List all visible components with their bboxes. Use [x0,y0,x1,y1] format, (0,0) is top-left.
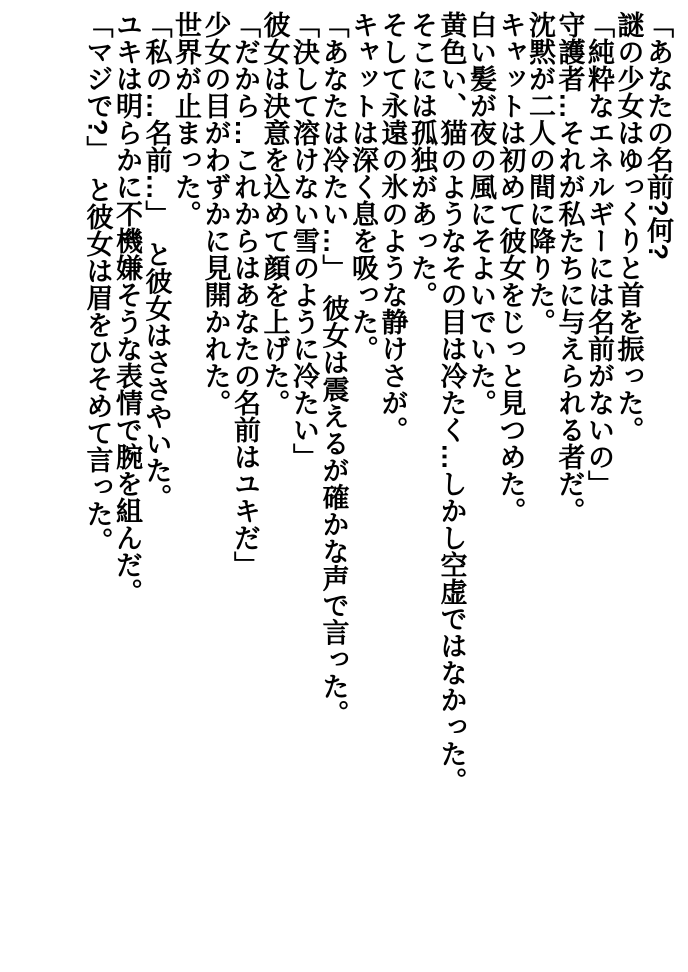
story-line-17: 世界が止まった。 [171,11,201,227]
story-line-7: 白い髪が夜の風にそよいでいた。 [466,11,496,416]
story-line-10: そして永遠の氷のような静けさが。 [377,11,408,443]
story-line-16: 少女の目がわずかに見開かれた。 [200,11,231,416]
story-line-19: ユキは明らかに不機嫌そうな表情で腕を組んだ。 [112,11,142,605]
story-line-2: 謎の少女はゆっくりと首を振った。 [613,11,644,443]
story-line-11: キャットは深く息を吸った。 [348,11,378,362]
story-line-4: 守護者…それが私たちに与えられる者だ。 [554,11,585,524]
story-line-13: 「決して溶けない雪のように冷たい」 [289,11,319,470]
story-text-block [82,11,672,961]
story-line-6: キャットは初めて彼女をじっと見つめた。 [495,11,526,524]
story-line-9: そこには孤独があった。 [407,11,437,308]
story-line-8: 黄色い、猫のようなその目は冷たく…しかし空虚ではなかった。 [436,11,467,794]
story-line-18: 「私の…名前…」 と彼女はささやいた。 [141,11,172,511]
story-line-3: 「純粋なエネルギーには名前がないの」 [584,11,614,497]
story-line-15: 「だから…これからはあなたの名前はユキだ」 [230,11,260,578]
story-line-14: 彼女は決意を込めて顔を上げた。 [259,11,290,416]
story-line-1: 「あなたの名前?何? [643,11,673,260]
story-line-20: 「マジで?」 と彼女は眉をひそめて言った。 [82,11,113,554]
story-line-5: 沈黙が二人の間に降りた。 [525,11,555,335]
story-line-12: 「あなたは冷たい…」 彼女は震えるが確かな声で言った。 [318,11,349,727]
